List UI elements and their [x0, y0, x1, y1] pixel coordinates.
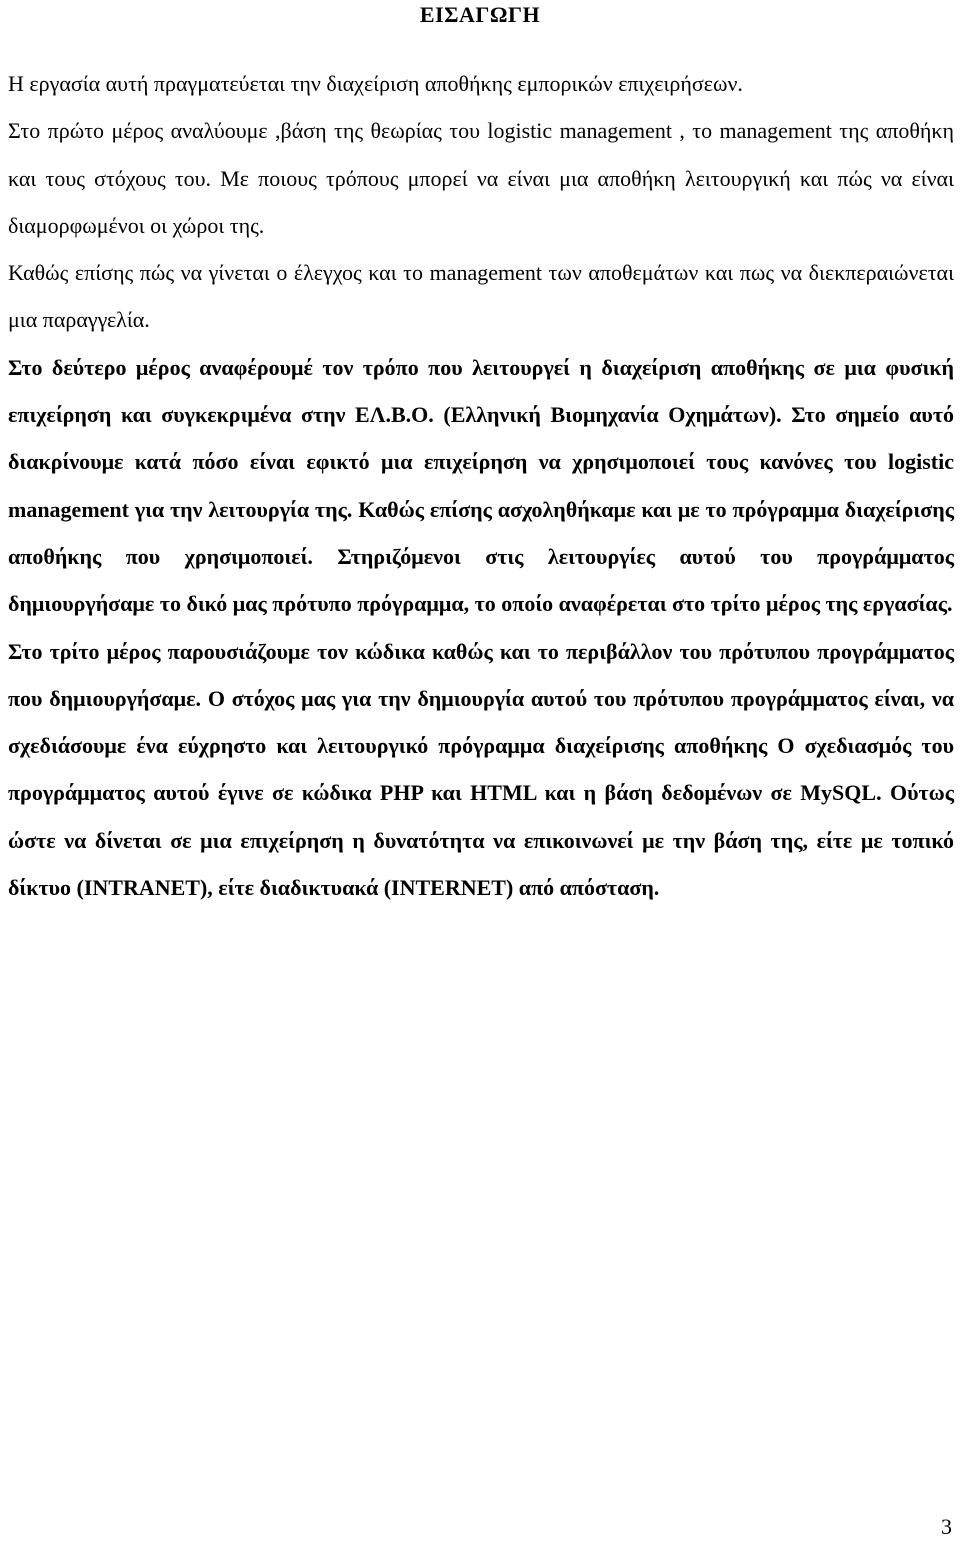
paragraph-part-one: Στο πρώτο μέρος αναλύουμε ,βάση της θεωρίας του logistic management , το management της αποθήκη και τους στόχους του. Με ποιους τρόπους μπορεί να είναι μια αποθήκη λειτουργική και πώς να είναι διαμορφωμένοι οι χώροι της.: [8, 118, 954, 238]
paragraph-part-two: Στο δεύτερο μέρος αναφέρουμέ τον τρόπο που λειτουργεί η διαχείριση αποθήκης σε μια φυσική επιχείρηση και συγκεκριμένα στην ΕΛ.Β.Ο. (Ελληνική Βιομηχανία Οχημάτων). Στο σημείο αυτό διακρίνουμε κατά πόσο είναι εφικτό μια επιχείρηση να χρησιμοποιεί τους κανόνες του logistic management για την λειτουργία της. Καθώς επίσης ασχοληθήκαμε και με το πρόγραμμα διαχείρισης αποθήκης που χρησιμοποιεί. Στηριζόμενοι στις λειτουργίες αυτού του προγράμματος δημιουργήσαμε το δικό μας πρότυπο πρόγραμμα, το οποίο αναφέρεται στο τρίτο μέρος της εργασίας.: [8, 354, 954, 617]
page-title: ΕΙΣΑΓΩΓΗ: [419, 2, 541, 27]
page-number: 3: [941, 1514, 952, 1539]
paragraph-intro: Η εργασία αυτή πραγματεύεται την διαχείριση αποθήκης εμπορικών επιχειρήσεων.: [8, 71, 743, 96]
paragraph-inventory: Καθώς επίσης πώς να γίνεται ο έλεγχος και το management των αποθεμάτων και πως να διεκπεραιώνεται μια παραγγελία.: [8, 260, 954, 333]
body-text: [8, 60, 954, 911]
paragraph-part-three: Στο τρίτο μέρος παρουσιάζουμε τον κώδικα καθώς και το περιβάλλον του πρότυπου προγράμματος που δημιουργήσαμε. Ο στόχος μας για την δημιουργία αυτού του πρότυπου προγράμματος είναι, να σχεδιάσουμε ένα εύχρηστο και λειτουργικό πρόγραμμα διαχείρισης αποθήκης Ο σχεδιασμός του προγράμματος αυτού έγινε σε κώδικα PHP και HTML και η βάση δεδομένων σε MySQL. Ούτως ώστε να δίνεται σε μια επιχείρηση η δυνατότητα να επικοινωνεί με την βάση της, είτε με τοπικό δίκτυο (INTRANET), είτε διαδικτυακά (INTERNET) από απόσταση.: [8, 638, 954, 901]
